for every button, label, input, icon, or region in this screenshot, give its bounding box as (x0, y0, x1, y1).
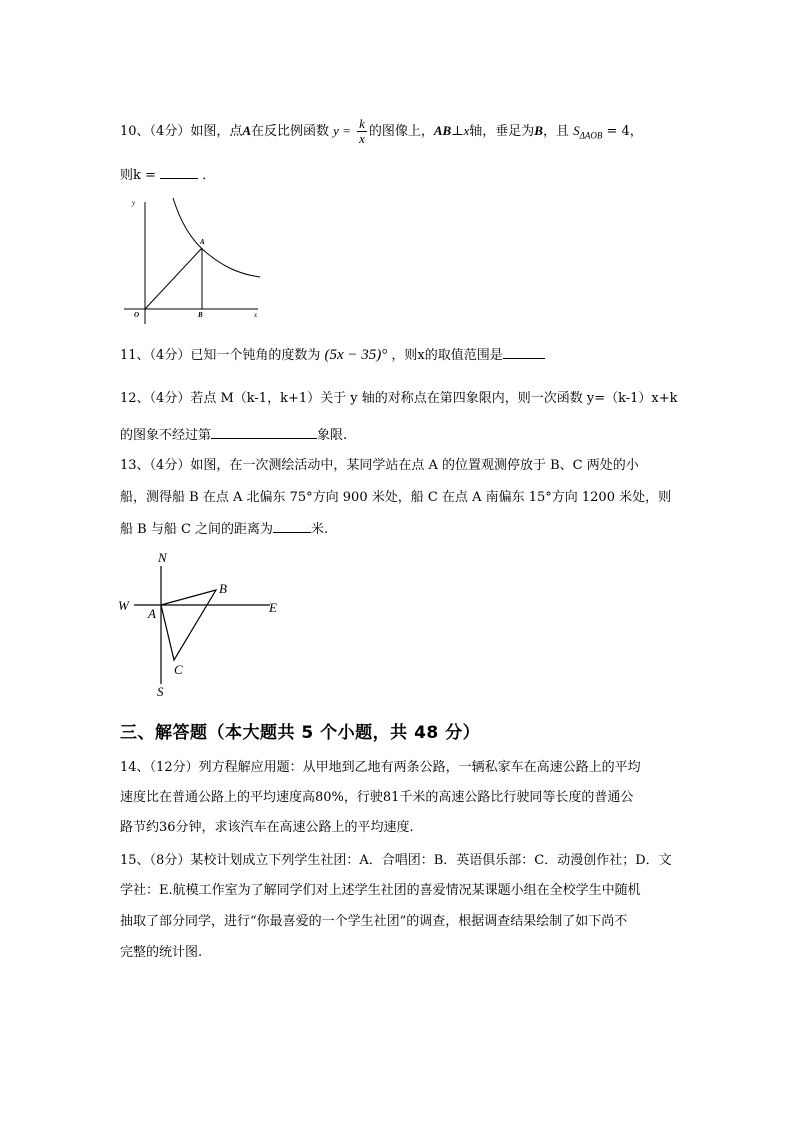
q13-line3a: 船 B 与船 C 之间的距离为 (120, 522, 274, 537)
q12-line2a: 的图象不经过第 (120, 428, 212, 443)
q10-area-symbol: S (573, 123, 580, 138)
q13-triangle-abc (161, 590, 216, 660)
q10-fig-label-a: A (200, 238, 205, 246)
q10-fig-label-y: y (132, 199, 136, 207)
q10-fig-label-b: B (198, 311, 203, 319)
q13-fig-label-a: A (148, 606, 156, 621)
q11-expression: (5x − 35)° (324, 347, 388, 363)
q12-line1: 12、（4分）若点 M（k-1，k+1）关于 y 轴的对称点在第四象限内，则一次函数 y=（k-1）x+k (120, 391, 678, 406)
q11-tail: ，则x的取值范围是 (391, 348, 503, 363)
q10-fraction-num: k (359, 116, 365, 131)
q14-line2: 速度比在普通公路上的平均速度高80%，行驶81千米的高速公路比行驶同等长度的普通公 (120, 790, 634, 805)
q10-area-eq: = 4， (602, 124, 643, 139)
q10-fig-label-o: O (134, 311, 140, 319)
q10-mid3: 轴，垂足为 (469, 124, 535, 139)
q10-line1 (120, 117, 643, 146)
q10-function-lhs: y = (333, 123, 351, 138)
q13-fig-label-c: C (174, 662, 183, 677)
q10-end: ． (202, 168, 216, 183)
q13-line1: 13、（4分）如图，在一次测绘活动中，某同学站在点 A 的位置观测停放于 B、C 两处的小 (120, 458, 639, 473)
section-heading-3: 三、解答题（本大题共 5 个小题，共 48 分） (120, 723, 481, 743)
q10-mid4: ，且 (542, 124, 569, 139)
q15-line3: 抽取了部分同学，进行“你最喜爱的一个学生社团”的调查，根据调查结果绘制了如下尚不 (120, 914, 628, 929)
q13-fig-label-n: N (158, 550, 167, 565)
q12-line2b: 象限. (317, 428, 348, 443)
q10-point-a: A (242, 123, 251, 138)
q10-perp: ⊥ (451, 124, 464, 139)
q10-ab: AB (433, 123, 452, 138)
q13-fig-label-s: S (157, 684, 164, 698)
q10-fraction (357, 117, 367, 146)
q13-fig-label-e: E (269, 600, 277, 615)
q10-prefix: 10、（4分）如图，点 (120, 124, 243, 139)
q10-segment-oa (145, 248, 202, 309)
q13-line3b: 米. (311, 522, 329, 537)
q15-line4: 完整的统计图. (120, 945, 203, 960)
q11 (120, 346, 545, 365)
q13-answer-blank[interactable] (273, 520, 311, 533)
q14-line3: 路节约36分钟，求该汽车在高速公路上的平均速度. (120, 820, 414, 835)
q10-mid2: 的图像上， (368, 124, 434, 139)
q11-text: 11、（4分）已知一个钝角的度数为 (120, 348, 321, 363)
q13-line2: 船，测得船 B 在点 A 北偏东 75°方向 900 米处，船 C 在点 A 南偏东 15°方向 1200 米处，则 (120, 490, 672, 505)
q15-line2: 学社：E.航模工作室为了解同学们对上述学生社团的喜爱情况某课题小组在全校学生中随机 (120, 883, 641, 898)
q13-line3 (120, 520, 328, 539)
q13-fig-label-b: B (219, 581, 227, 596)
q11-answer-blank[interactable] (503, 346, 545, 359)
q10-line2 (120, 166, 215, 185)
q12-answer-blank[interactable] (211, 426, 317, 439)
q12-line2 (120, 426, 347, 445)
q10-mid1: 在反比例函数 (251, 124, 330, 139)
q10-ask: 则k = (120, 168, 156, 183)
q10-figure (118, 196, 268, 328)
q10-fraction-den: x (359, 131, 365, 146)
q10-x: x (463, 123, 470, 138)
q10-fig-label-x: x (254, 311, 258, 319)
q10-point-b: B (534, 123, 543, 138)
q15-line1: 15、（8分）某校计划成立下列学生社团：A．合唱团：B．英语俱乐部：C．动漫创作社；D．文 (120, 853, 672, 868)
q14-line1: 14、（12分）列方程解应用题：从甲地到乙地有两条公路，一辆私家车在高速公路上的平均 (120, 760, 641, 775)
q13-figure (112, 548, 292, 698)
q10-area-sub: ΔAOB (579, 130, 603, 141)
q10-answer-blank[interactable] (160, 166, 198, 179)
q13-fig-label-w: W (118, 598, 129, 613)
